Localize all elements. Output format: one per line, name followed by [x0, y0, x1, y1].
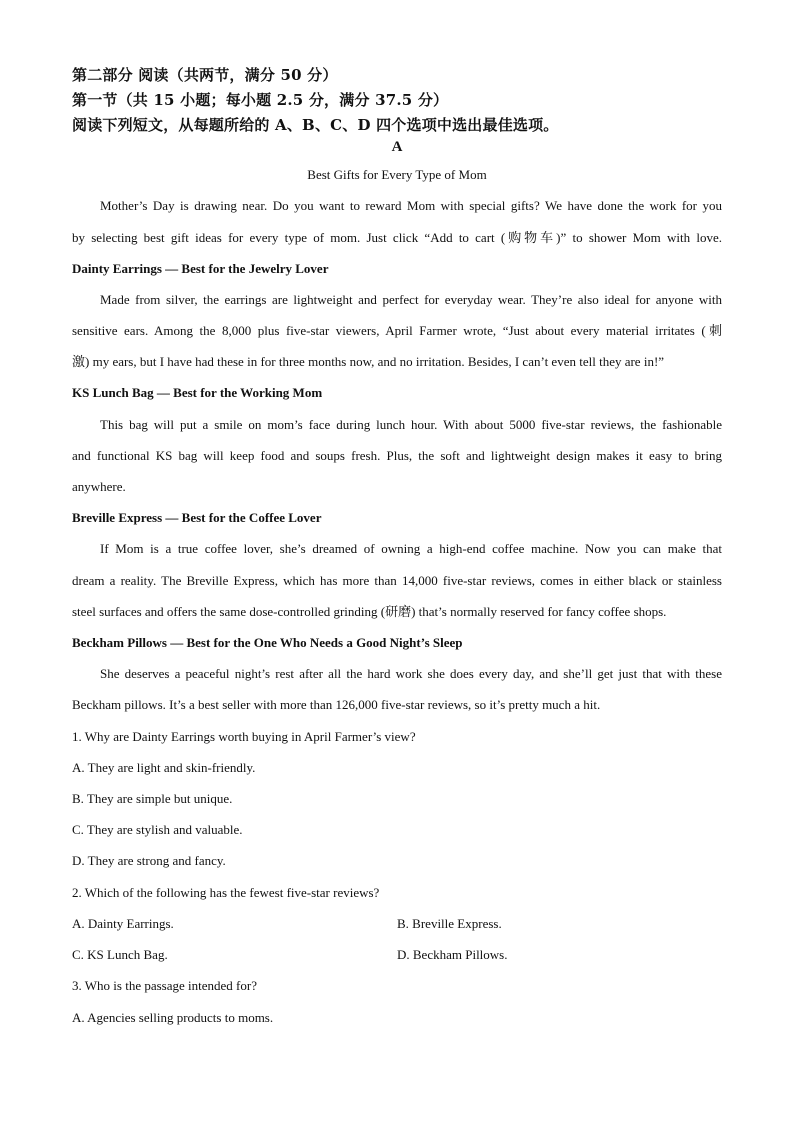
paragraph-line: dream a reality. The Breville Express, which has more than 14,000 five-star reviews, comes in either black or stainless [72, 573, 722, 588]
part-heading: 第二部分 阅读（共两节，满分 50 分） [72, 66, 338, 84]
subheading-dainty-earrings: Dainty Earrings — Best for the Jewelry Lover [72, 261, 329, 276]
question-1-stem: 1. Why are Dainty Earrings worth buying in April Farmer’s view? [72, 729, 416, 744]
paragraph-line: by selecting best gift ideas for every type of mom. Just click “Add to cart (购物车)” to shower Mom with love. [72, 230, 722, 245]
paragraph-line: Beckham pillows. It’s a best seller with more than 126,000 five-star reviews, so it’s pretty much a hit. [72, 697, 601, 712]
question-2-option-b[interactable]: B. Breville Express. [397, 916, 502, 931]
question-2-stem: 2. Which of the following has the fewest five-star reviews? [72, 885, 380, 900]
passage-title: Best Gifts for Every Type of Mom [307, 167, 487, 182]
question-1-option-a[interactable]: A. They are light and skin-friendly. [72, 760, 256, 775]
paragraph-line: sensitive ears. Among the 8,000 plus five-star viewers, April Farmer wrote, “Just about every material irritates (刺 [72, 323, 722, 338]
paragraph-line: This bag will put a smile on mom’s face during lunch hour. With about 5000 five-star reviews, the fashionable [100, 417, 722, 432]
paragraph-line: steel surfaces and offers the same dose-controlled grinding (研磨) that’s normally reserved for fancy coffee shops. [72, 604, 667, 619]
section-heading: 第一节（共 15 小题；每小题 2.5 分，满分 37.5 分） [72, 91, 449, 109]
question-2-option-c[interactable]: C. KS Lunch Bag. [72, 947, 168, 962]
passage-letter: A [391, 139, 403, 155]
question-2-option-d[interactable]: D. Beckham Pillows. [397, 947, 508, 962]
question-3-stem: 3. Who is the passage intended for? [72, 978, 257, 993]
question-1-option-b[interactable]: B. They are simple but unique. [72, 791, 233, 806]
question-1-option-c[interactable]: C. They are stylish and valuable. [72, 822, 243, 837]
paragraph-line: 激) my ears, but I have had these in for three months now, and no irritation. Besides, I can’t even tell they are in!” [72, 354, 665, 369]
subheading-beckham-pillows: Beckham Pillows — Best for the One Who Needs a Good Night’s Sleep [72, 635, 463, 650]
paragraph-line: She deserves a peaceful night’s rest after all the hard work she does every day, and she’ll get just that with these [100, 666, 722, 681]
paragraph-line: anywhere. [72, 479, 126, 494]
subheading-breville-express: Breville Express — Best for the Coffee Lover [72, 510, 322, 525]
paragraph-line: If Mom is a true coffee lover, she’s dreamed of owning a high-end coffee machine. Now you can make that [100, 541, 722, 556]
question-3-option-a[interactable]: A. Agencies selling products to moms. [72, 1010, 274, 1025]
instruction-heading: 阅读下列短文，从每题所给的 A、B、C、D 四个选项中选出最佳选项。 [72, 116, 559, 134]
question-2-option-a[interactable]: A. Dainty Earrings. [72, 916, 174, 931]
paragraph-line: Mother’s Day is drawing near. Do you want to reward Mom with special gifts? We have done the work for you [100, 198, 722, 213]
question-1-option-d[interactable]: D. They are strong and fancy. [72, 853, 226, 868]
paragraph-line: Made from silver, the earrings are lightweight and perfect for everyday wear. They’re also ideal for anyone with [100, 292, 722, 307]
paragraph-line: and functional KS bag will keep food and soups fresh. Plus, the soft and lightweight design makes it easy to bring [72, 448, 722, 463]
subheading-ks-lunch-bag: KS Lunch Bag — Best for the Working Mom [72, 385, 323, 400]
